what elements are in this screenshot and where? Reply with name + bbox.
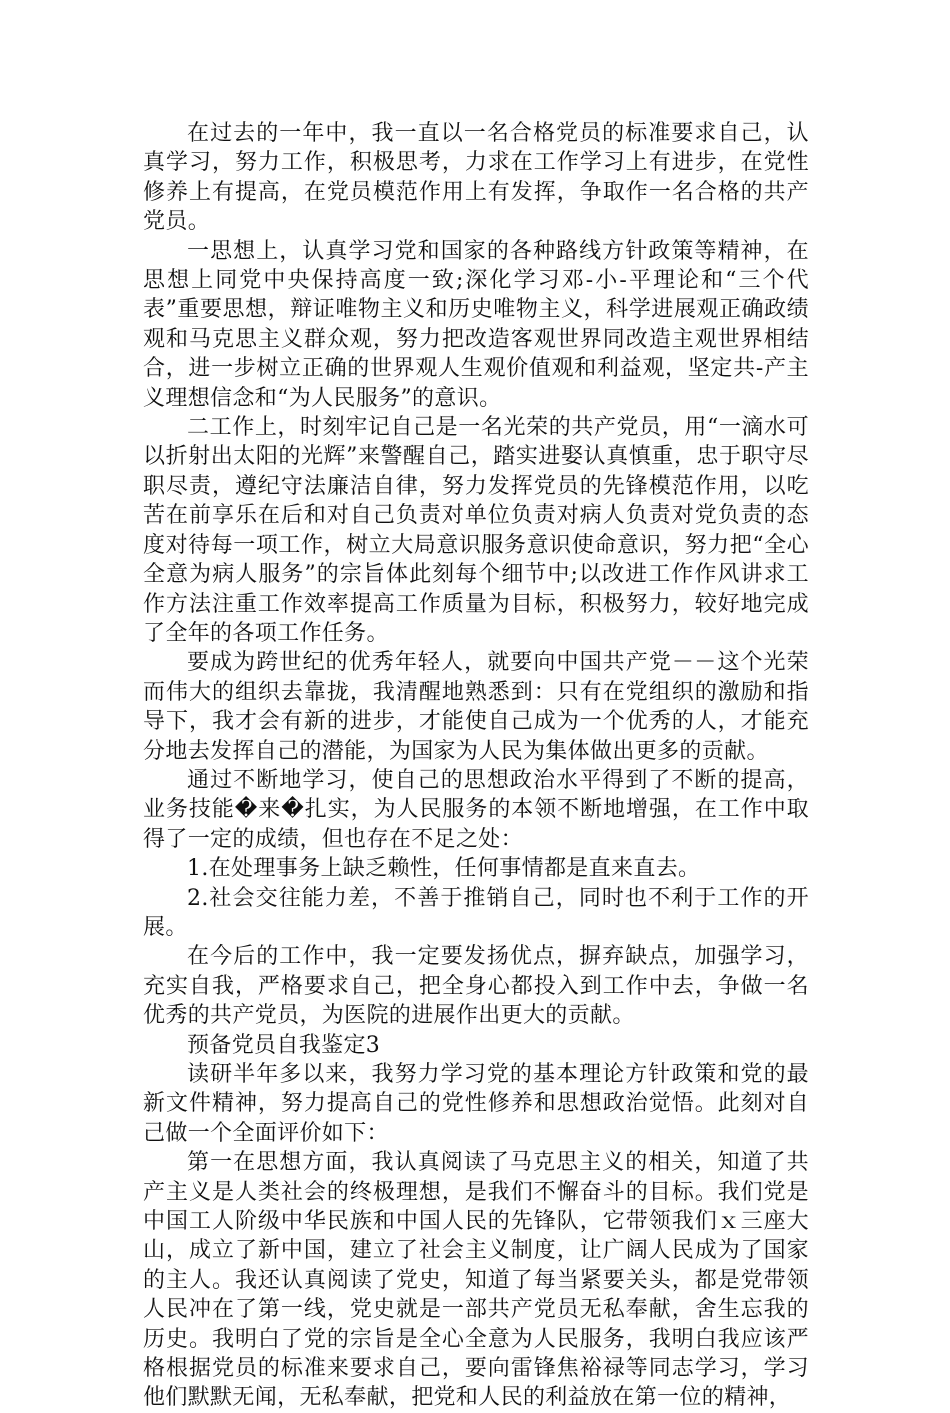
paragraph-party-aspiration: 要成为跨世纪的优秀年轻人，就要向中国共产党－－这个光荣而伟大的组织去靠拢，我清醒地熟悉到：只有在党组织的激励和指导下，我才会有新的进步，才能使自己成为一个优秀的人，才能充分地去发挥自己的潜能，为国家为人民为集体做出更多的贡献。 [143,650,809,764]
paragraph-summary: 在过去的一年中，我一直以一名合格党员的标准要求自己，认真学习，努力工作，积极思考，力求在工作学习上有进步，在党性修养上有提高，在党员模范作用上有发挥，争取作一名合格的共产党员。 [143,121,809,235]
paragraph-self-evaluation-intro: 读研半年多以来，我努力学习党的基本理论方针政策和党的最新文件精神，努力提高自己的党性修养和思想政治觉悟。此刻对自己做一个全面评价如下： [143,1062,809,1146]
list-item-shortcoming-2: 2.社会交往能力差，不善于推销自己，同时也不利于工作的开展。 [143,885,809,940]
section-heading: 预备党员自我鉴定3 [187,1032,381,1058]
paragraph-work: 二工作上，时刻牢记自己是一名光荣的共产党员，用“一滴水可以折射出太阳的光辉”来警醒自己，踏实进娶认真慎重，忠于职守尽职尽责，遵纪守法廉洁自律，努力发挥党员的先锋模范作用，以吃苦在前享乐在后和对自己负责对单位负责对病人负责对党负责的态度对待每一项工作，树立大局意识服务意识使命意识，努力把“全心全意为病人服务”的宗旨体此刻每个细节中;以改进工作作风讲求工作方法注重工作效率提高工作质量为目标，积极努力，较好地完成了全年的各项工作任务。 [143,415,809,646]
paragraph-future-plan: 在今后的工作中，我一定要发扬优点，摒弃缺点，加强学习，充实自我，严格要求自己，把全身心都投入到工作中去，争做一名优秀的共产党员，为医院的进展作出更大的贡献。 [143,944,809,1029]
document-body [143,119,809,1413]
paragraph-shortcomings-intro: 通过不断地学习，使自己的思想政治水平得到了不断的提高，业务技能�来�扎实，为人民服务的本领不断地增强，在工作中取得了一定的成绩，但也存在不足之处： [143,767,809,852]
list-item-shortcoming-1: 1.在处理事务上缺乏赖性，任何事情都是直来直去。 [187,856,701,882]
paragraph-ideology: 一思想上，认真学习党和国家的各种路线方针政策等精神，在思想上同党中央保持高度一致;深化学习邓-小-平理论和“三个代表”重要思想，辩证唯物主义和历史唯物主义，科学进展观正确政绩观和马克思主义群众观，努力把改造客观世界同改造主观世界相结合，进一步树立正确的世界观人生观价值观和利益观，坚定共-产主义理想信念和“为人民服务”的意识。 [143,238,809,411]
paragraph-thought-aspect: 第一在思想方面，我认真阅读了马克思主义的相关，知道了共产主义是人类社会的终极理想，是我们不懈奋斗的目标。我们党是中国工人阶级中华民族和中国人民的先锋队，它带领我们ｘ三座大山，成立了新中国，建立了社会主义制度，让广阔人民成为了国家的主人。我还认真阅读了党史，知道了每当紧要关头，都是党带领人民冲在了第一线，党史就是一部共产党员无私奉献，舍生忘我的历史。我明白了党的宗旨是全心全意为人民服务，我明白我应该严格根据党员的标准来要求自己，要向雷锋焦裕禄等同志学习，学习他们默默无闻，无私奉献，把党和人民的利益放在第一位的精神， [143,1150,809,1411]
